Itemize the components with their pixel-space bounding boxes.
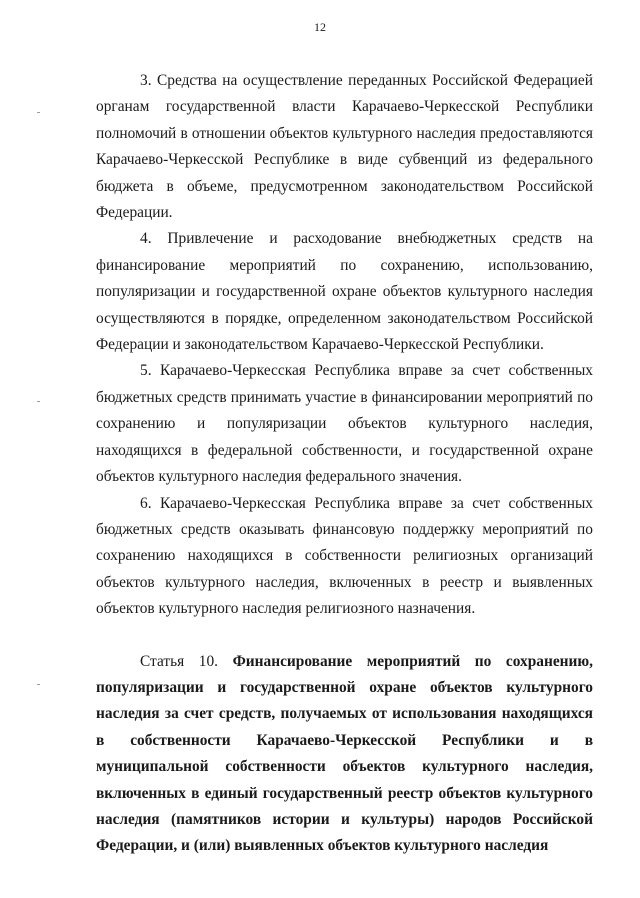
paragraph-3: 3. Средства на осуществление переданных Российской Федерацией органам государственной власти Карачаево-Черкесской Республики полномочий в отношении объектов культурного наследия предоставляются Карачаево-Черкесской Республике в виде субвенций из федерального бюджета в объеме, предусмотренном законодательством Российской Федерации. [96,72,593,222]
margin-mark [37,112,40,113]
margin-mark [37,401,40,402]
paragraph-4: 4. Привлечение и расходование внебюджетных средств на финансирование мероприятий по сохранению, использованию, популяризации и государственной охране объектов культурного наследия осуществляются в порядке, определенном законодательством Российской Федерации и законодательством Карачаево-Черкесской Республики. [96,230,593,354]
article-title: Финансирование мероприятий по сохранению, популяризации и государственной охране объектов культурного наследия за счет средств, получаемых от использования находящихся в собственности Карачаево-Черкесской Республики и в муниципальной собственности объектов культурного наследия, включенных в единый государственный реестр объектов культурного наследия (памятников истории и культуры) народов Российской Федерации, и (или) выявленных объектов культурного наследия [96,652,594,855]
paragraph-6: 6. Карачаево-Черкесская Республика вправе за счет собственных бюджетных средств оказывать финансовую поддержку мероприятий по сохранению находящихся в собственности религиозных организаций объектов культурного наследия, включенных в реестр и выявленных объектов культурного наследия религиозного назначения. [96,494,593,618]
paragraph-5: 5. Карачаево-Черкесская Республика вправе за счет собственных бюджетных средств принимать участие в финансировании мероприятий по сохранению и популяризации объектов культурного наследия, находящихся в федеральной собственности, и государственной охране объектов культурного наследия федерального значения. [96,362,593,486]
article-10-heading [96,649,593,860]
article-label: Статья 10. [140,652,219,670]
margin-mark [37,684,40,685]
document-body [96,68,593,860]
page-number: 12 [314,20,326,34]
